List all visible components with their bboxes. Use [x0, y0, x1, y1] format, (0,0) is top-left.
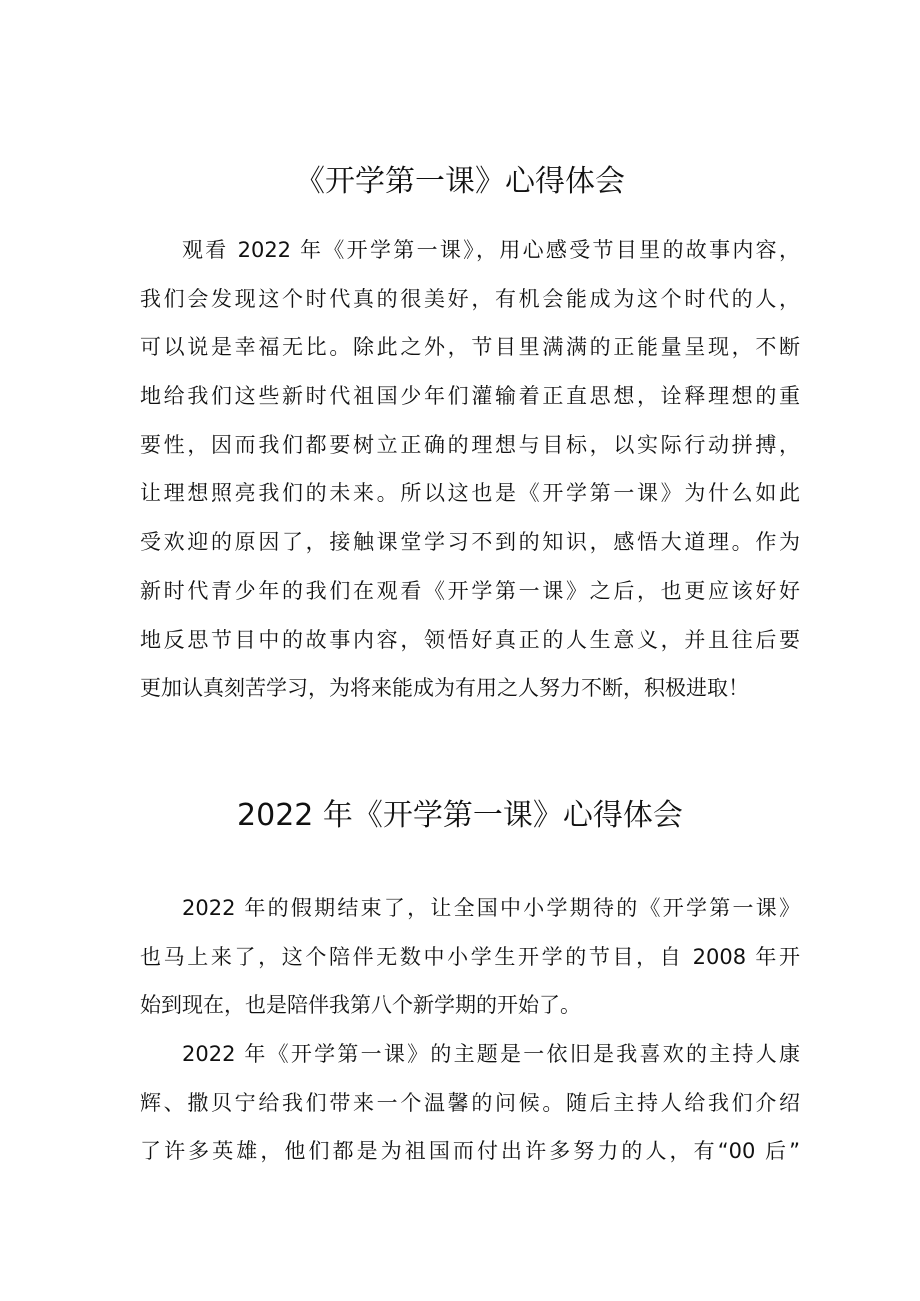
text-line: 观看 2022 年《开学第一课》，用心感受节目里的故事内容， [182, 238, 800, 262]
text-line: 新时代青少年的我们在观看《开学第一课》之后，也更应该好好 [140, 578, 800, 603]
text-line: 始到现在，也是陪伴我第八个新学期的开始了。 [140, 993, 581, 1018]
section-2-paragraph-2 [140, 1030, 800, 1176]
text-line: 了许多英雄，他们都是为祖国而付出许多努力的人，有“00 后” [140, 1139, 800, 1164]
section-2-paragraph-1 [140, 884, 800, 1030]
section-1-title: 《开学第一课》心得体会 [295, 164, 625, 199]
text-line: 更加认真刻苦学习，为将来能成为有用之人努力不断，积极进取！ [140, 676, 749, 701]
section-1-paragraph [140, 226, 800, 713]
text-line: 辉、撒贝宁给我们带来一个温馨的问候。随后主持人给我们介绍 [140, 1090, 800, 1115]
text-line: 地反思节目中的故事内容，领悟好真正的人生意义，并且往后要 [140, 627, 800, 652]
text-line: 2022 年《开学第一课》的主题是一依旧是我喜欢的主持人康 [182, 1042, 800, 1066]
text-line: 可以说是幸福无比。除此之外，节目里满满的正能量呈现，不断 [140, 335, 800, 360]
text-line: 受欢迎的原因了，接触课堂学习不到的知识，感悟大道理。作为 [140, 530, 800, 555]
text-line: 2022 年的假期结束了，让全国中小学期待的《开学第一课》 [182, 896, 800, 920]
section-2-title: 2022 年《开学第一课》心得体会 [237, 798, 683, 833]
text-line: 也马上来了，这个陪伴无数中小学生开学的节目，自 2008 年开 [140, 944, 800, 969]
text-line: 让理想照亮我们的未来。所以这也是《开学第一课》为什么如此 [140, 481, 800, 506]
text-line: 我们会发现这个时代真的很美好，有机会能成为这个时代的人， [140, 286, 800, 311]
text-line: 要性，因而我们都要树立正确的理想与目标，以实际行动拼搏， [140, 432, 800, 457]
text-line: 地给我们这些新时代祖国少年们灌输着正直思想，诠释理想的重 [140, 384, 800, 409]
